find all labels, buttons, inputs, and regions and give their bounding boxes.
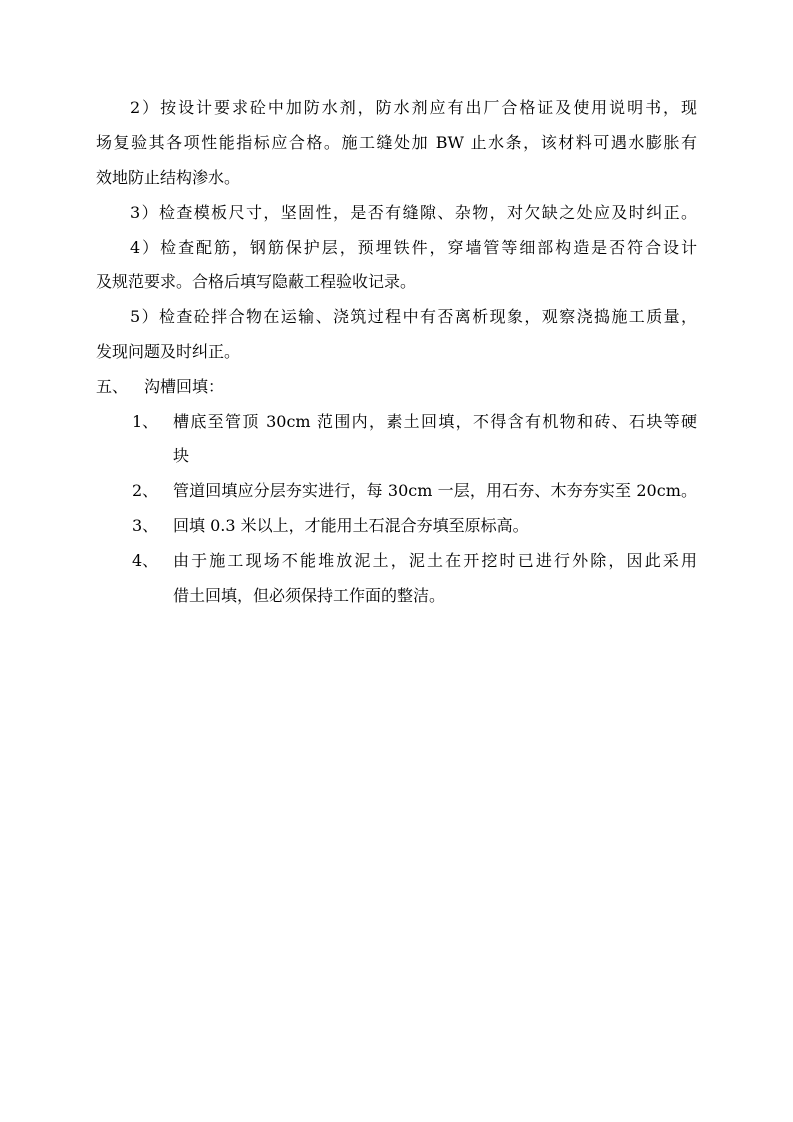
list-item-number: 3、 (132, 516, 159, 535)
list-item-line: 由于施工现场不能堆放泥土，泥土在开挖时已进行外除，因此采用 (173, 551, 697, 570)
list-item-line: 借土回填，但必须保持工作面的整洁。 (173, 586, 446, 605)
list-item-number: 2、 (132, 481, 159, 500)
paragraph-line: 3）检查模板尺寸，坚固性，是否有缝隙、杂物，对欠缺之处应及时纠正。 (130, 203, 697, 222)
paragraph-line: 及规范要求。合格后填写隐蔽工程验收记录。 (96, 272, 417, 291)
section-number: 五、 (96, 377, 129, 396)
list-item-number: 1、 (132, 412, 159, 431)
paragraph-line: 发现问题及时纠正。 (96, 342, 241, 361)
paragraph-line: 4）检查配筋，钢筋保护层，预埋铁件，穿墙管等细部构造是否符合设计 (130, 238, 697, 257)
list-item-line: 槽底至管顶 30cm 范围内，素土回填，不得含有机物和砖、石块等硬 (173, 412, 697, 431)
paragraph-line: 2）按设计要求砼中加防水剂，防水剂应有出厂合格证及使用说明书，现 (130, 98, 697, 117)
paragraph-line: 5）检查砼拌合物在运输、浇筑过程中有否离析现象，观察浇捣施工质量， (130, 307, 697, 326)
list-item-line: 回填 0.3 米以上，才能用土石混合夯填至原标高。 (173, 516, 529, 535)
list-item-line: 块 (173, 446, 190, 465)
paragraph-line: 效地防止结构渗水。 (96, 168, 241, 187)
list-item-number: 4、 (132, 551, 159, 570)
section-title: 沟槽回填： (144, 377, 225, 396)
paragraph-line: 场复验其各项性能指标应合格。施工缝处加 BW 止水条，该材料可遇水膨胀有 (96, 133, 697, 152)
list-item-line: 管道回填应分层夯实进行，每 30cm 一层，用石夯、木夯夯实至 20cm。 (173, 481, 697, 500)
